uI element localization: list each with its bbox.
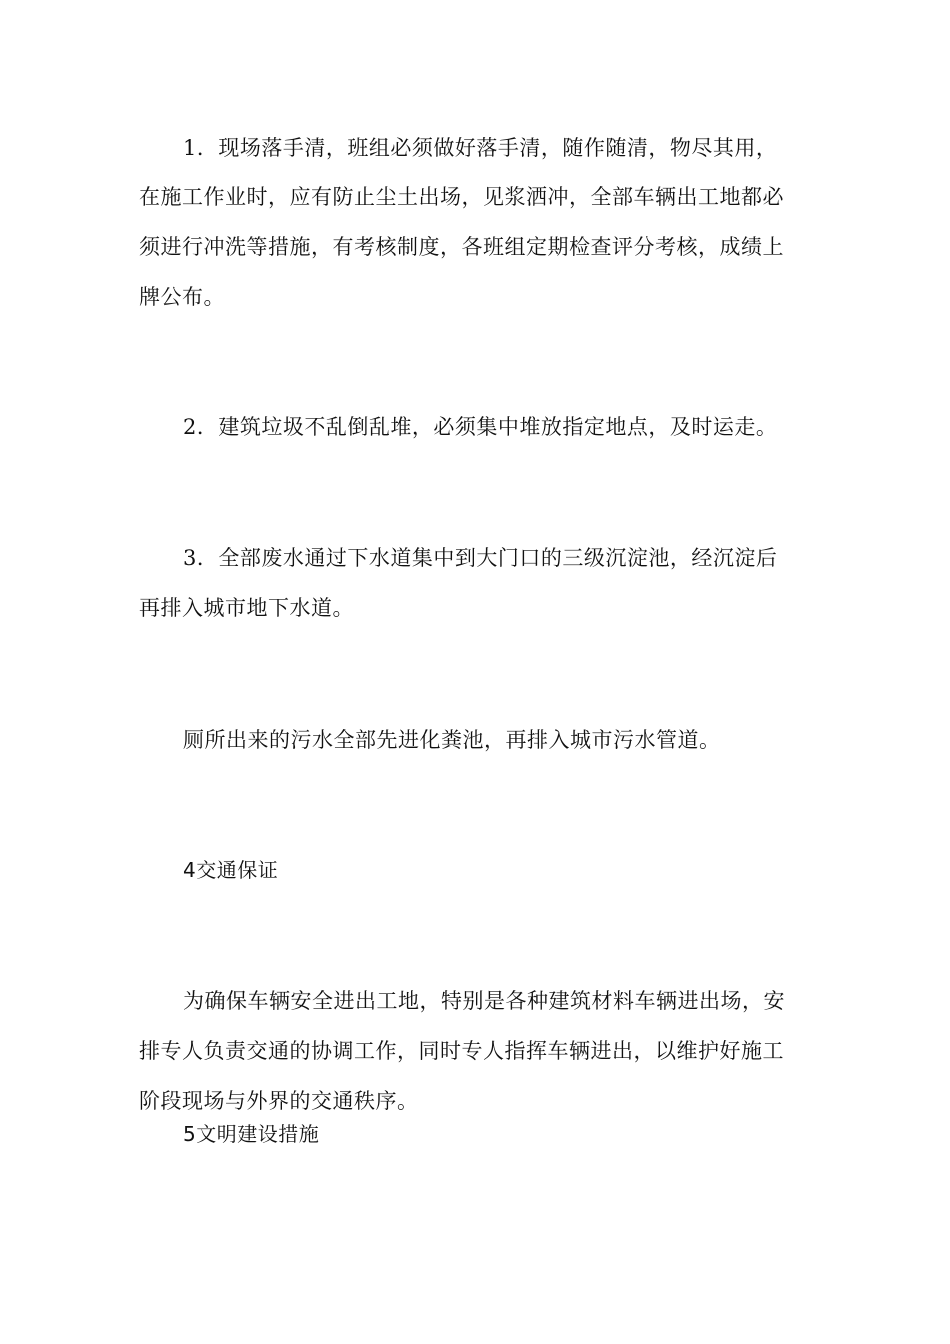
paragraph-line: 厕所出来的污水全部先进化粪池，再排入城市污水管道。 [183, 728, 721, 752]
paragraph-line: 在施工作业时，应有防止尘土出场，见浆洒冲，全部车辆出工地都必 [139, 185, 784, 209]
paragraph-line: 阶段现场与外界的交通秩序。 [139, 1089, 419, 1113]
paragraph-line: 牌公布。 [139, 285, 225, 309]
paragraph-line: 排专人负责交通的协调工作，同时专人指挥车辆进出，以维护好施工 [139, 1039, 784, 1063]
section-heading-traffic: 4交通保证 [183, 858, 279, 882]
paragraph-line: 3．全部废水通过下水道集中到大门口的三级沉淀池，经沉淀后 [183, 546, 778, 570]
paragraph-line: 1．现场落手清，班组必须做好落手清，随作随清，物尽其用， [183, 136, 778, 160]
paragraph-line: 再排入城市地下水道。 [139, 596, 354, 620]
section-heading-civilization: 5文明建设措施 [183, 1122, 320, 1146]
paragraph-line: 2．建筑垃圾不乱倒乱堆，必须集中堆放指定地点，及时运走。 [183, 415, 778, 439]
paragraph-line: 为确保车辆安全进出工地，特别是各种建筑材料车辆进出场，安 [183, 989, 785, 1013]
paragraph-line: 须进行冲洗等措施，有考核制度，各班组定期检查评分考核，成绩上 [139, 235, 784, 259]
